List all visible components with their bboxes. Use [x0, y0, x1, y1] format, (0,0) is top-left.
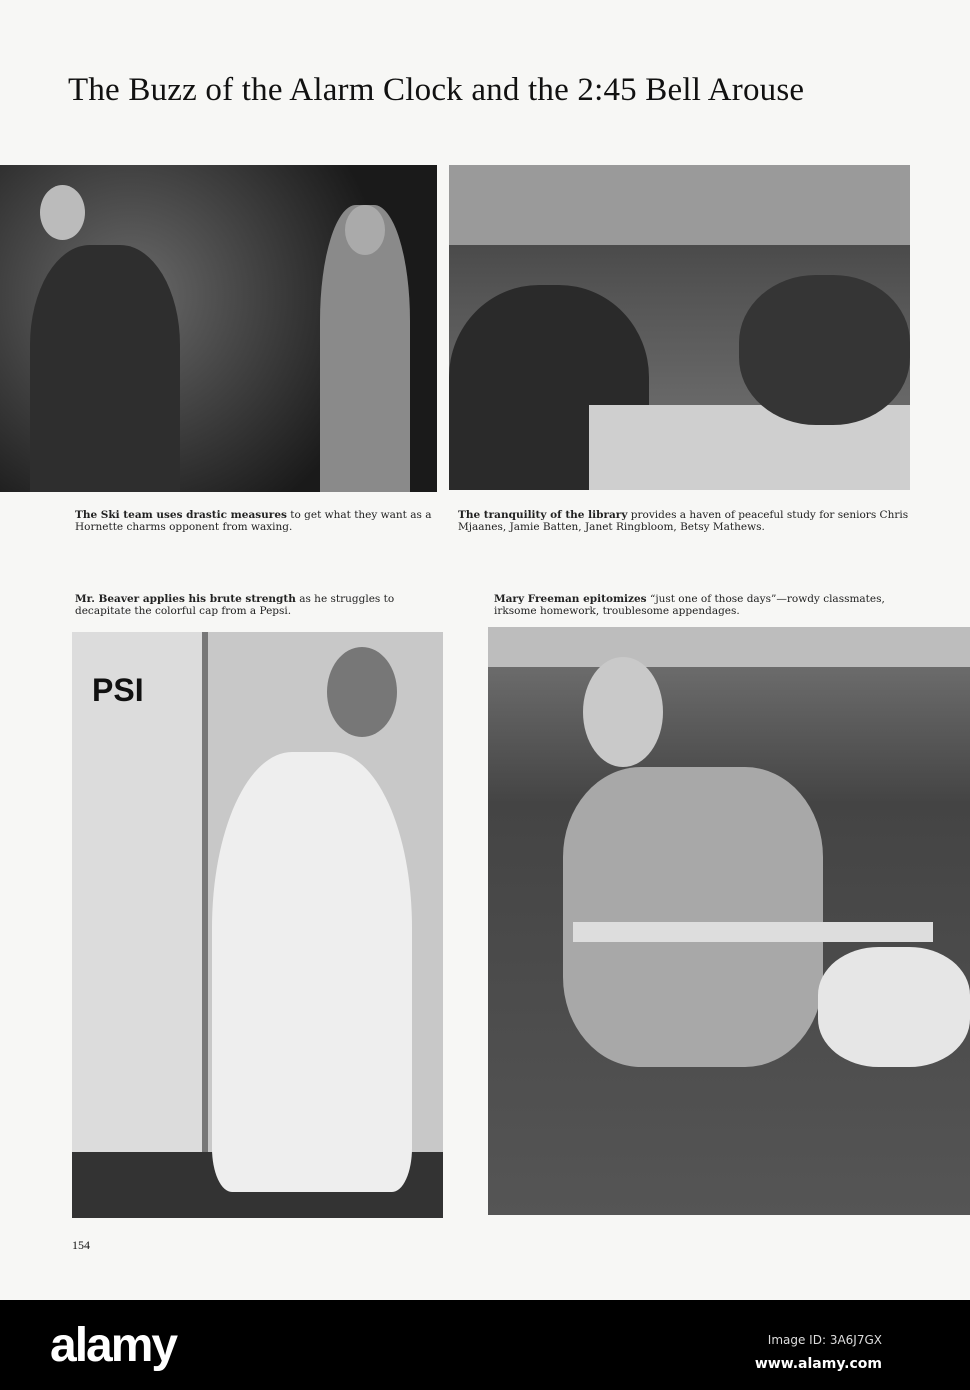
- caption-ski-team: [75, 509, 440, 533]
- caption-mary-freeman: [494, 593, 914, 617]
- caption-library: [458, 509, 913, 533]
- image-id: Image ID: 3A6J7GX: [767, 1333, 882, 1347]
- caption-text: as he struggles to decapitate the colorful cap from a Pepsi.: [75, 593, 395, 617]
- photo-classroom: [488, 627, 970, 1215]
- caption-text: to get what they want as a Hornette charms opponent from waxing.: [75, 509, 432, 533]
- watermark-url: www.alamy.com: [754, 1356, 882, 1372]
- caption-mr-beaver: [75, 593, 445, 617]
- pepsi-sign: PSI: [92, 672, 144, 708]
- page-title: The Buzz of the Alarm Clock and the 2:45 Bell Arouse: [68, 72, 805, 108]
- caption-text: “just one of those days”—rowdy classmates, irksome homework, troublesome appendages.: [494, 593, 885, 617]
- caption-bold: Mary Freeman epitomizes: [494, 593, 647, 605]
- photo-library: [449, 165, 910, 490]
- alamy-logo: alamy: [50, 1319, 177, 1372]
- caption-bold: The Ski team uses drastic measures: [75, 509, 287, 521]
- page-number: 154: [72, 1238, 90, 1252]
- photo-ski-team: [0, 165, 437, 492]
- caption-bold: Mr. Beaver applies his brute strength: [75, 593, 296, 605]
- photo-pepsi-machine: [72, 632, 443, 1218]
- watermark-footer: [0, 1300, 970, 1390]
- caption-bold: The tranquility of the library: [458, 509, 628, 521]
- caption-text: provides a haven of peaceful study for seniors Chris Mjaanes, Jamie Batten, Janet Ringbloom, Betsy Mathews.: [458, 509, 909, 533]
